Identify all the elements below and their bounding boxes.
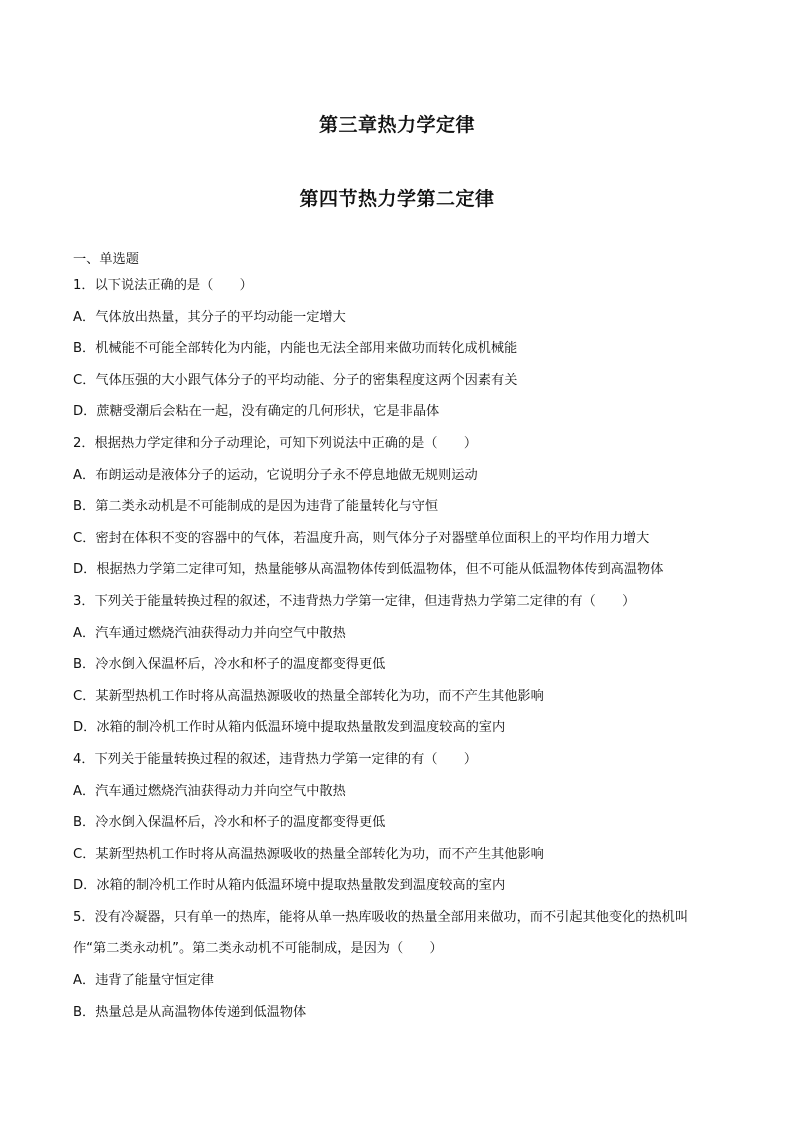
option-c: C．某新型热机工作时将从高温热源吸收的热量全部转化为功，而不产生其他影响 — [73, 688, 544, 704]
question-stem-line-1: 5．没有冷凝器，只有单一的热库，能将从单一热库吸收的热量全部用来做功，而不引起其他变化的热机叫 — [73, 909, 689, 925]
question-stem: 3．下列关于能量转换过程的叙述，不违背热力学第一定律，但违背热力学第二定律的有（ ） — [73, 593, 636, 609]
question-stem: 1．以下说法正确的是（ ） — [73, 278, 253, 293]
option-a: A．汽车通过燃烧汽油获得动力并向空气中散热 — [73, 625, 346, 641]
option-b: B．机械能不可能全部转化为内能，内能也无法全部用来做功而转化成机械能 — [73, 341, 518, 357]
question-2 — [73, 434, 733, 592]
option-a: A．违背了能量守恒定律 — [73, 973, 214, 989]
chapter-title: 第三章热力学定律 — [318, 114, 475, 136]
question-stem: 4．下列关于能量转换过程的叙述，违背热力学第一定律的有（ ） — [73, 751, 478, 767]
question-stem-line-2: 作“第二类永动机”。第二类永动机不可能制成，是因为（ ） — [73, 941, 443, 957]
option-a: A．汽车通过燃烧汽油获得动力并向空气中散热 — [73, 783, 346, 799]
option-c: C．密封在体积不变的容器中的气体，若温度升高，则气体分子对器壁单位面积上的平均作用力增大 — [73, 530, 650, 546]
option-b: B．热量总是从高温物体传递到低温物体 — [73, 1004, 307, 1020]
option-d: D．根据热力学第二定律可知，热量能够从高温物体传到低温物体，但不可能从低温物体传到高温物体 — [73, 562, 664, 578]
question-4 — [73, 750, 733, 908]
option-c: C．气体压强的大小跟气体分子的平均动能、分子的密集程度这两个因素有关 — [73, 372, 518, 388]
option-d: D．冰箱的制冷机工作时从箱内低温环境中提取热量散发到温度较高的室内 — [73, 878, 506, 894]
section-heading: 一、单选题 — [73, 252, 139, 267]
question-1 — [73, 276, 733, 434]
option-d: D．冰箱的制冷机工作时从箱内低温环境中提取热量散发到温度较高的室内 — [73, 720, 506, 736]
option-c: C．某新型热机工作时将从高温热源吸收的热量全部转化为功，而不产生其他影响 — [73, 846, 544, 862]
question-list — [73, 250, 733, 1034]
option-a: A．气体放出热量，其分子的平均动能一定增大 — [73, 309, 346, 325]
option-b: B．冷水倒入保温杯后，冷水和杯子的温度都变得更低 — [73, 815, 386, 831]
option-d: D．蔗糖受潮后会粘在一起，没有确定的几何形状，它是非晶体 — [73, 404, 440, 420]
question-5 — [73, 908, 733, 1034]
section-title: 第四节热力学第二定律 — [299, 188, 495, 210]
question-stem: 2．根据热力学定律和分子动理论，可知下列说法中正确的是（ ） — [73, 435, 478, 451]
option-a: A．布朗运动是液体分子的运动，它说明分子永不停息地做无规则运动 — [73, 467, 478, 483]
option-b: B．第二类永动机是不可能制成的是因为违背了能量转化与守恒 — [73, 499, 439, 515]
option-b: B．冷水倒入保温杯后，冷水和杯子的温度都变得更低 — [73, 657, 386, 673]
question-3 — [73, 592, 733, 750]
